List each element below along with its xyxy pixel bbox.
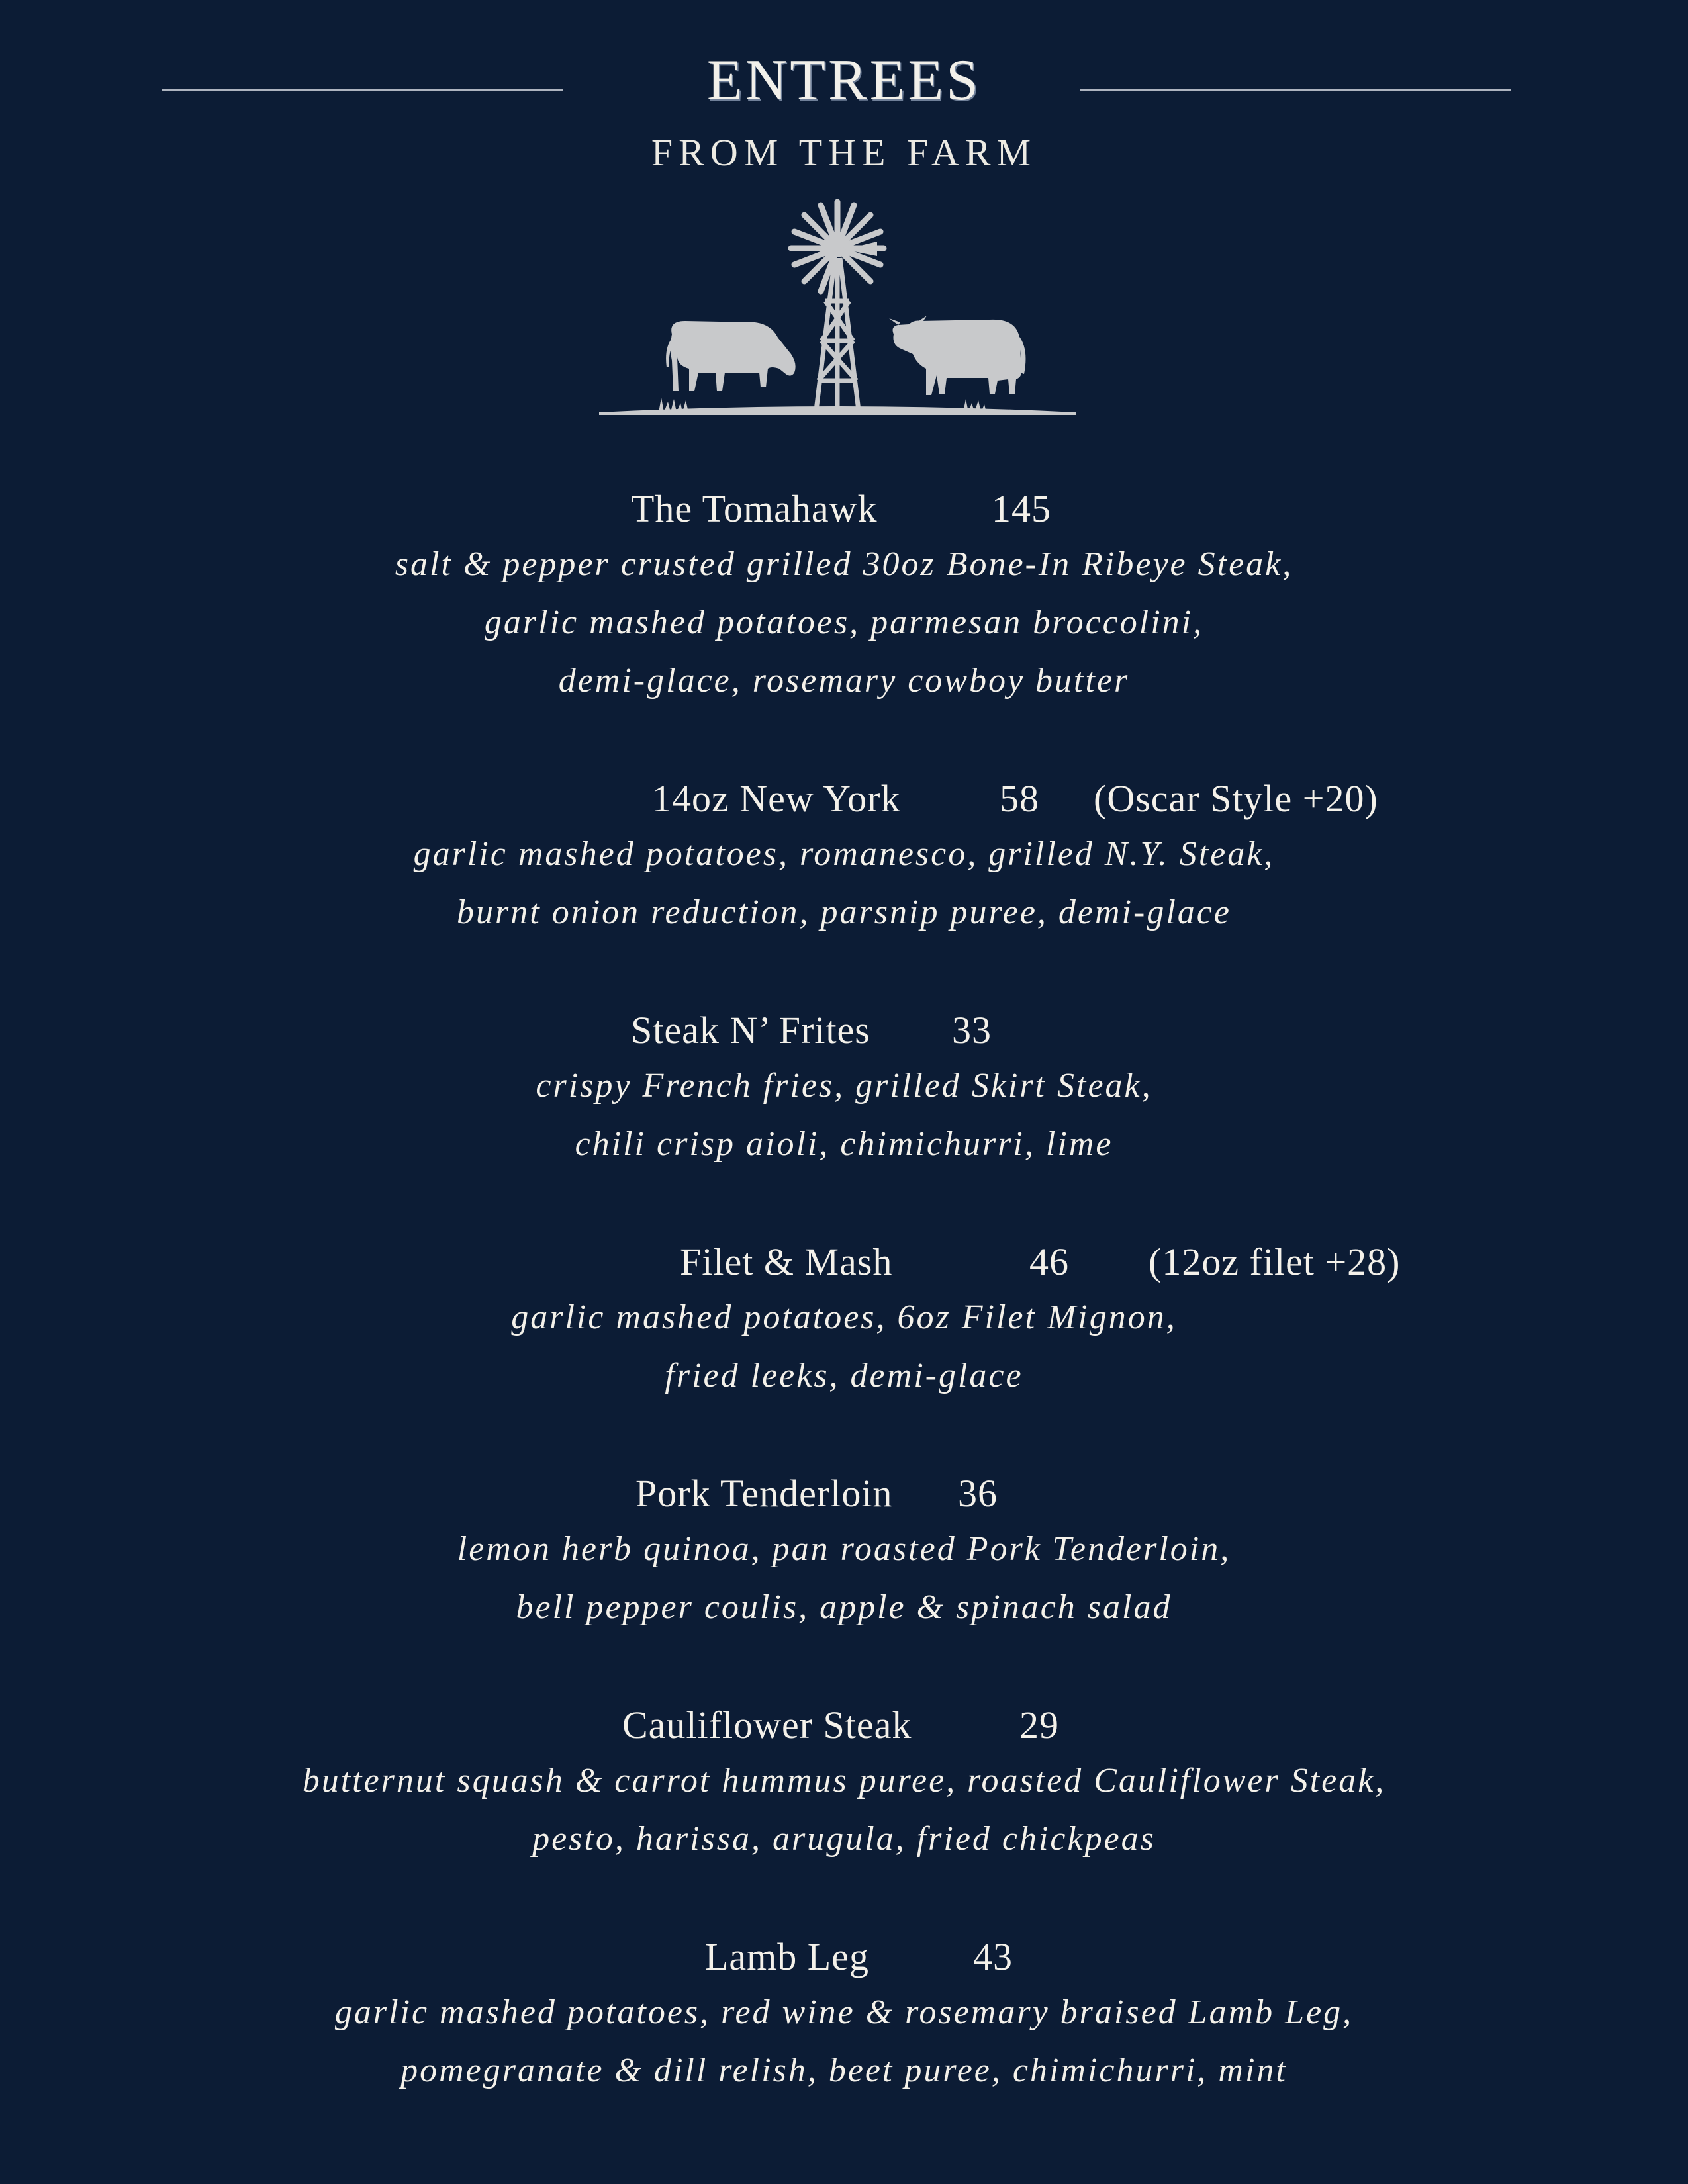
menu-item	[0, 1005, 1688, 1177]
item-description-line: fried leeks, demi-glace	[665, 1357, 1023, 1394]
item-price: 29	[1019, 1704, 1059, 1747]
windmill-icon	[791, 202, 884, 410]
item-name: Cauliflower Steak	[622, 1704, 912, 1747]
item-description-line: pesto, harissa, arugula, fried chickpeas	[532, 1820, 1156, 1858]
item-description-line: burnt onion reduction, parsnip puree, demi-glace	[457, 893, 1231, 931]
item-extra: (Oscar Style +20)	[1094, 777, 1378, 820]
menu-item	[0, 483, 1688, 715]
cow-icon	[666, 321, 796, 391]
menu-subtitle: FROM THE FARM	[651, 131, 1037, 174]
item-price: 33	[952, 1009, 992, 1052]
item-name: The Tomahawk	[631, 487, 878, 530]
item-name: 14oz New York	[652, 777, 901, 820]
menu-item	[0, 1468, 1688, 1640]
item-description-line: salt & pepper crusted grilled 30oz Bone-In Ribeye Steak,	[395, 545, 1293, 583]
item-description-line: butternut squash & carrot hummus puree, roasted Cauliflower Steak,	[302, 1762, 1386, 1799]
menu-item	[0, 773, 1688, 945]
item-description-line: garlic mashed potatoes, 6oz Filet Mignon,	[511, 1298, 1177, 1336]
item-price: 145	[992, 487, 1051, 530]
item-name: Lamb Leg	[705, 1935, 869, 1978]
item-description-line: bell pepper coulis, apple & spinach salad	[516, 1588, 1172, 1626]
menu-item	[0, 1931, 1688, 2103]
item-price: 43	[973, 1935, 1013, 1978]
item-description-line: garlic mashed potatoes, parmesan broccolini,	[484, 604, 1204, 641]
item-description-line: garlic mashed potatoes, romanesco, grilled N.Y. Steak,	[413, 835, 1275, 873]
farm-illustration	[592, 195, 1082, 417]
item-description-line: garlic mashed potatoes, red wine & rosemary braised Lamb Leg,	[334, 1993, 1354, 2031]
item-description-line: lemon herb quinoa, pan roasted Pork Tenderloin,	[457, 1530, 1231, 1568]
item-description-line: pomegranate & dill relish, beet puree, chimichurri, mint	[400, 2052, 1288, 2089]
item-name: Steak N’ Frites	[631, 1009, 870, 1052]
menu-item	[0, 1700, 1688, 1872]
cow-icon	[889, 316, 1025, 395]
item-price: 36	[958, 1472, 998, 1515]
menu-item	[0, 1236, 1688, 1408]
menu-title: ENTREES	[706, 48, 982, 113]
item-price: 58	[1000, 777, 1039, 820]
item-description-line: chili crisp aioli, chimichurri, lime	[575, 1125, 1113, 1163]
item-name: Filet & Mash	[680, 1240, 893, 1283]
item-price: 46	[1029, 1240, 1069, 1283]
item-description-line: demi-glace, rosemary cowboy butter	[558, 662, 1130, 700]
item-description-line: crispy French fries, grilled Skirt Steak,	[536, 1067, 1152, 1105]
item-name: Pork Tenderloin	[635, 1472, 893, 1515]
item-extra: (12oz filet +28)	[1149, 1240, 1401, 1283]
